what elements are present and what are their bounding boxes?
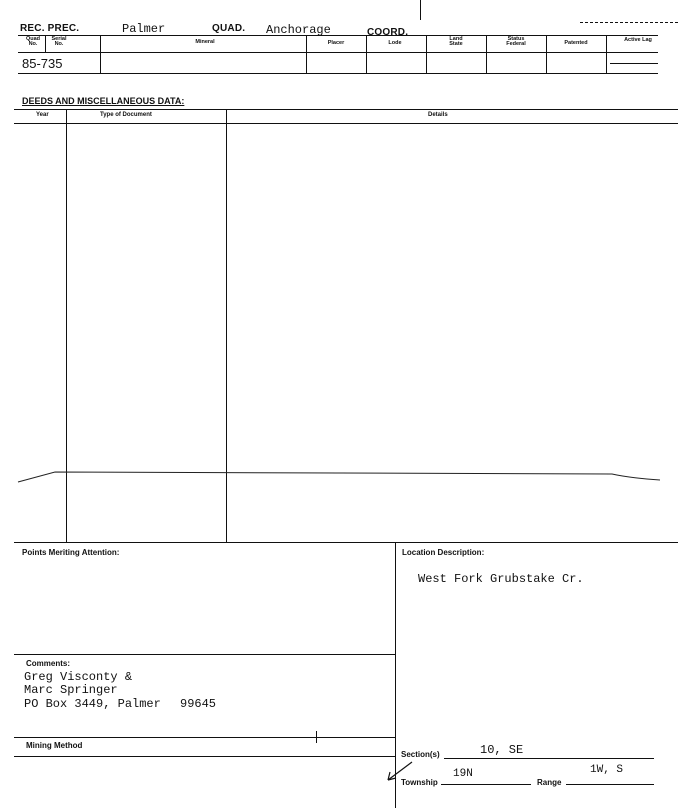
hdr-sep	[366, 35, 367, 73]
top-tick	[420, 0, 421, 20]
comments-zip: 99645	[180, 697, 217, 711]
mining-tick	[316, 731, 317, 743]
col-active-lag: Active Lag	[624, 37, 652, 43]
deeds-rule-sub	[14, 123, 678, 124]
arrow-icon	[384, 760, 414, 784]
township-label: Township	[401, 778, 438, 787]
col-serial-no: Serial No.	[51, 36, 67, 47]
mining-rule-top	[14, 737, 395, 738]
quad-label: QUAD.	[212, 23, 246, 34]
hdr-sep	[45, 35, 46, 52]
location-label: Location Description:	[402, 548, 485, 557]
fold-line	[0, 464, 678, 494]
hdr-sep	[486, 35, 487, 73]
range-value: 1W, S	[590, 764, 624, 776]
deeds-col-details: Details	[428, 112, 448, 118]
record-number: 85-735	[22, 56, 63, 71]
points-label: Points Meriting Attention:	[22, 548, 120, 557]
hdr-sep	[426, 35, 427, 73]
mining-rule-bottom	[14, 756, 395, 757]
township-line	[441, 784, 531, 785]
deeds-rule-top	[14, 109, 678, 110]
col-lode: Lode	[388, 40, 402, 46]
range-label: Range	[537, 778, 562, 787]
quad-value: Anchorage	[266, 23, 331, 37]
header-rule-sub	[18, 52, 658, 53]
header-dashed-line	[580, 22, 678, 23]
section-line	[444, 758, 654, 759]
comments-label: Comments:	[26, 659, 71, 668]
deeds-rule-bottom	[14, 542, 678, 543]
comments-line-3: PO Box 3449, Palmer	[24, 697, 161, 711]
hdr-sep	[306, 35, 307, 73]
mining-method-label: Mining Method	[26, 741, 83, 750]
rec-prec-label: REC. PREC.	[20, 23, 80, 34]
col-patented: Patented	[564, 40, 588, 46]
deeds-col-type: Type of Document	[100, 112, 152, 118]
range-line	[566, 784, 654, 785]
location-value: West Fork Grubstake Cr.	[418, 572, 584, 586]
township-value: 19N	[453, 768, 473, 780]
hdr-sep	[606, 35, 607, 73]
comments-rule	[14, 654, 395, 655]
hdr-sep	[546, 35, 547, 73]
header-rule-top	[18, 35, 658, 36]
hdr-sep	[100, 35, 101, 73]
col-status-federal: Status Federal	[506, 36, 526, 47]
header-right-marks	[610, 63, 658, 64]
comments-line-1: Greg Visconty &	[24, 670, 133, 684]
coord-label: COORD.	[367, 27, 409, 38]
section-label: Section(s)	[401, 750, 440, 759]
col-quad-no: Quad No.	[25, 36, 41, 47]
rec-prec-value: Palmer	[122, 22, 166, 36]
header-rule-bottom	[18, 73, 658, 74]
col-land-state: Land State	[449, 36, 463, 47]
section-value: 10, SE	[480, 743, 524, 757]
comments-line-2: Marc Springer	[24, 683, 118, 697]
col-mineral: Mineral	[195, 39, 215, 45]
deeds-title: DEEDS AND MISCELLANEOUS DATA:	[22, 96, 185, 106]
col-placer: Placer	[327, 40, 345, 46]
deeds-col-year: Year	[36, 112, 49, 118]
